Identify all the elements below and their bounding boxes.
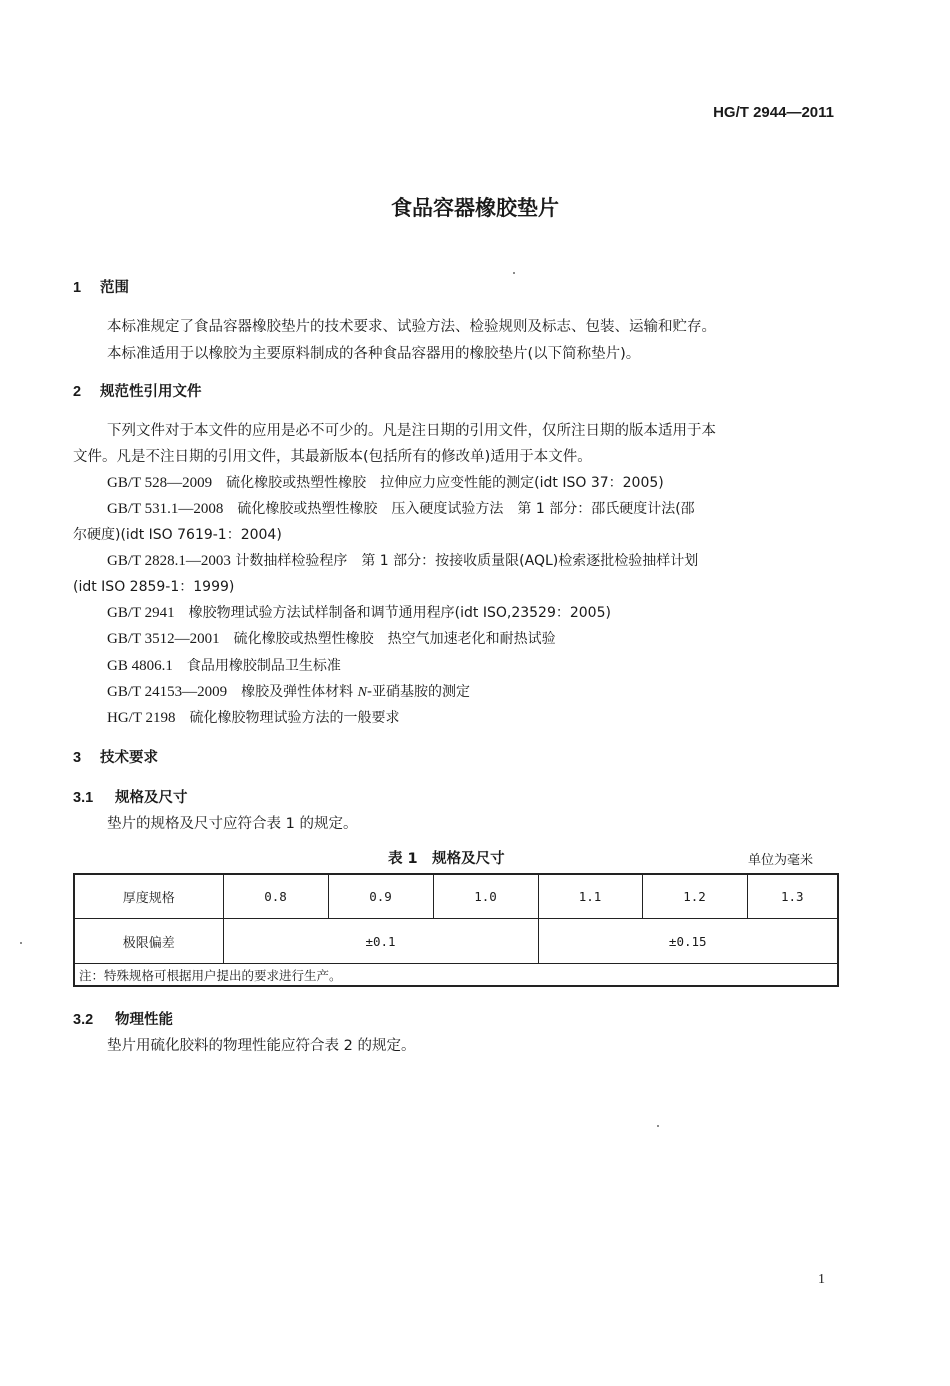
document-title: 食品容器橡胶垫片 — [391, 196, 559, 220]
reference-item — [107, 628, 556, 648]
reference-continuation: (idt ISO 2859-1：1999) — [73, 579, 235, 595]
thickness-cell: 1.1 — [538, 874, 642, 919]
table-unit: 单位为毫米 — [748, 853, 814, 868]
section-number: 1 — [73, 280, 82, 296]
reference-code: GB/T 3512—2001 — [107, 631, 220, 647]
section-3-1-text: 垫片的规格及尺寸应符合表 1 的规定。 — [107, 816, 358, 832]
thickness-cell: 1.0 — [433, 874, 538, 919]
reference-text-part: -亚硝基胺的测定 — [366, 684, 471, 700]
row-label-tolerance: 极限偏差 — [74, 919, 223, 964]
reference-text: 计数抽样检验程序 第 1 部分：按接收质量限(AQL)检索逐批检验抽样计划 — [235, 553, 699, 569]
reference-code: GB/T 2828.1—2003 — [107, 553, 231, 569]
thickness-cell: 1.2 — [642, 874, 747, 919]
reference-item — [107, 602, 611, 622]
section-1-heading — [73, 276, 129, 297]
table-note: 注：特殊规格可根据用户提出的要求进行生产。 — [74, 964, 838, 987]
section-title: 技术要求 — [100, 750, 158, 766]
reference-code: HG/T 2198 — [107, 710, 176, 726]
reference-text-part: 橡胶及弹性体材料 — [241, 684, 358, 700]
reference-item — [107, 498, 695, 518]
section-3-2-text: 垫片用硫化胶料的物理性能应符合表 2 的规定。 — [107, 1038, 416, 1054]
section-title: 范围 — [100, 280, 129, 296]
reference-text: 食品用橡胶制品卫生标准 — [186, 658, 341, 674]
scan-speck — [657, 1125, 659, 1127]
reference-item — [107, 550, 698, 570]
section-title: 物理性能 — [115, 1012, 173, 1028]
section-2-intro-line-2: 文件。凡是不注日期的引用文件，其最新版本(包括所有的修改单)适用于本文件。 — [73, 449, 592, 465]
section-1-paragraph-2: 本标准适用于以橡胶为主要原料制成的各种食品容器用的橡胶垫片(以下简称垫片)。 — [107, 346, 641, 362]
table-row — [74, 874, 838, 919]
standard-code: HG/T 2944—2011 — [713, 104, 834, 121]
reference-text: 硫化橡胶或热塑性橡胶 拉伸应力应变性能的测定(idt ISO 37：2005) — [226, 475, 664, 491]
table-row — [74, 919, 838, 964]
thickness-cell: 0.9 — [328, 874, 433, 919]
section-3-heading — [73, 746, 158, 767]
thickness-cell: 0.8 — [223, 874, 328, 919]
section-title: 规格及尺寸 — [115, 790, 188, 806]
section-number: 3.2 — [73, 1012, 94, 1028]
table-row — [74, 964, 838, 987]
page-number: 1 — [818, 1272, 825, 1287]
scan-speck — [513, 272, 515, 274]
tolerance-cell: ±0.15 — [538, 919, 838, 964]
section-3-2-heading — [73, 1008, 173, 1029]
spec-table — [73, 873, 839, 987]
reference-code: GB/T 528—2009 — [107, 475, 213, 491]
reference-continuation: 尔硬度)(idt ISO 7619-1：2004) — [73, 527, 282, 543]
section-2-heading — [73, 380, 202, 401]
section-number: 3 — [73, 750, 82, 766]
reference-item — [107, 707, 399, 727]
reference-code: GB/T 2941 — [107, 605, 175, 621]
row-label-thickness: 厚度规格 — [74, 874, 223, 919]
section-2-intro-line-1: 下列文件对于本文件的应用是必不可少的。凡是注日期的引用文件，仅所注日期的版本适用于本 — [107, 423, 716, 439]
section-title: 规范性引用文件 — [100, 384, 202, 400]
thickness-cell: 1.3 — [747, 874, 838, 919]
reference-item — [107, 472, 664, 492]
section-number: 2 — [73, 384, 82, 400]
section-1-paragraph-1: 本标准规定了食品容器橡胶垫片的技术要求、试验方法、检验规则及标志、包装、运输和贮存。 — [107, 319, 716, 335]
section-3-1-heading — [73, 786, 188, 807]
table-caption: 表 1 规格及尺寸 — [388, 851, 505, 867]
reference-text — [241, 684, 470, 700]
tolerance-cell: ±0.1 — [223, 919, 538, 964]
reference-text: 硫化橡胶或热塑性橡胶 压入硬度试验方法 第 1 部分：邵氏硬度计法(邵 — [237, 501, 695, 517]
reference-text: 硫化橡胶物理试验方法的一般要求 — [189, 710, 400, 726]
reference-text: 橡胶物理试验方法试样制备和调节通用程序(idt ISO,23529：2005) — [188, 605, 611, 621]
reference-item — [107, 655, 341, 675]
reference-text: 硫化橡胶或热塑性橡胶 热空气加速老化和耐热试验 — [233, 631, 556, 647]
reference-code: GB/T 531.1—2008 — [107, 501, 224, 517]
scan-speck — [20, 942, 22, 944]
section-number: 3.1 — [73, 790, 94, 806]
reference-item — [107, 681, 470, 701]
reference-text-italic: N — [357, 685, 367, 700]
reference-code: GB 4806.1 — [107, 658, 173, 674]
reference-code: GB/T 24153—2009 — [107, 684, 228, 700]
